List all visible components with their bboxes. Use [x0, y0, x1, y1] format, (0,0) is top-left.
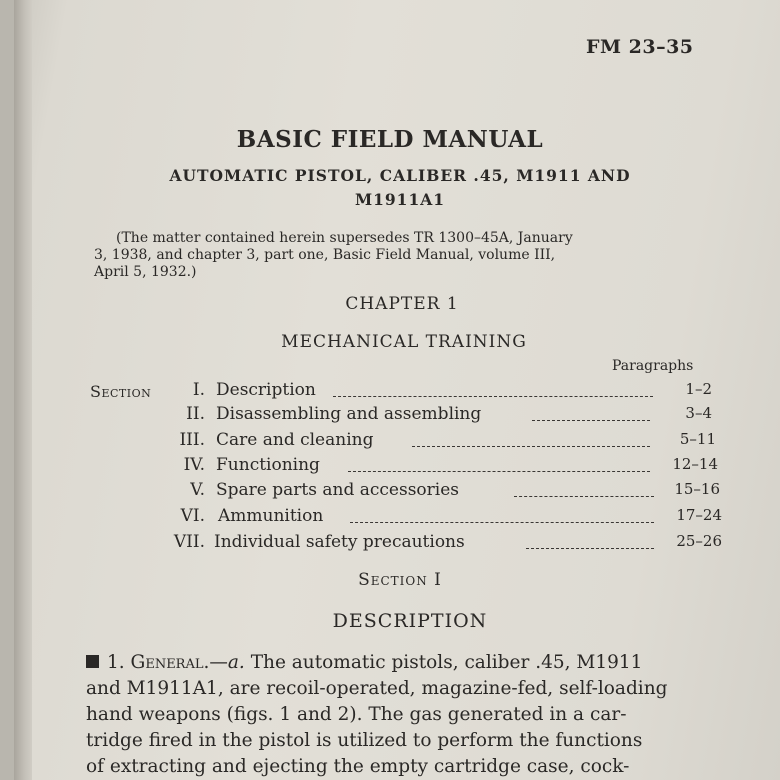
supersedes-note-line1: (The matter contained herein supersedes TR 1300–45A, January: [116, 230, 573, 246]
toc-number: VI.: [180, 506, 205, 526]
toc-number: V.: [190, 480, 205, 500]
toc-number: II.: [186, 404, 205, 424]
section-heading: Section I: [358, 570, 442, 590]
paragraph-line4: tridge fired in the pistol is utilized to perform the functions: [86, 730, 643, 751]
toc-number: VII.: [173, 532, 205, 552]
toc-pages: 15–16: [674, 480, 720, 498]
paragraph-line2: and M1911A1, are recoil-operated, magazine-fed, self-loading: [86, 678, 668, 699]
toc-pages: 17–24: [676, 506, 722, 524]
paragraph-dash: —: [209, 652, 228, 673]
toc-row: [0, 480, 780, 504]
toc-pages: 3–4: [685, 404, 712, 422]
paragraph-line5: of extracting and ejecting the empty cartridge case, cock-: [86, 756, 630, 777]
paragraph-subletter: a.: [227, 652, 245, 673]
toc-leader: [348, 471, 650, 472]
toc-section-label: Section: [90, 382, 152, 401]
document-title: BASIC FIELD MANUAL: [236, 126, 544, 153]
toc-title: Disassembling and assembling: [216, 404, 482, 424]
paragraph-line3: hand weapons (figs. 1 and 2). The gas generated in a car-: [86, 704, 627, 725]
section-title: DESCRIPTION: [332, 610, 488, 632]
document-subtitle-line2: M1911A1: [354, 190, 446, 209]
paragraph-number: 1.: [107, 652, 125, 673]
toc-pages: 5–11: [679, 430, 716, 448]
toc-row: [0, 430, 780, 454]
toc-title: Description: [216, 380, 316, 400]
toc-leader: [412, 446, 650, 447]
chapter-heading: CHAPTER 1: [345, 294, 459, 314]
toc-title: Ammunition: [218, 506, 324, 526]
toc-leader: [350, 522, 654, 523]
toc-leader: [333, 396, 653, 397]
toc-title: Care and cleaning: [216, 430, 374, 450]
toc-number: I.: [192, 380, 205, 400]
toc-title: Spare parts and accessories: [216, 480, 459, 500]
paragraphs-label: Paragraphs: [612, 358, 694, 374]
toc-row: [0, 380, 780, 404]
toc-row: [0, 506, 780, 530]
toc-title: Individual safety precautions: [214, 532, 465, 552]
document-subtitle-line1: AUTOMATIC PISTOL, CALIBER .45, M1911 AND: [169, 166, 631, 185]
toc-pages: 1–2: [685, 380, 712, 398]
toc-leader: [526, 548, 654, 549]
paragraph-line1: [86, 652, 642, 673]
toc-number: III.: [179, 430, 205, 450]
supersedes-note-line2: 3, 1938, and chapter 3, part one, Basic Field Manual, volume III,: [94, 247, 556, 263]
paragraph-text: The automatic pistols, caliber .45, M1911: [250, 652, 643, 673]
section-marker-icon: [86, 655, 99, 668]
toc-row: [0, 455, 780, 479]
manual-code: FM 23–35: [586, 36, 694, 58]
chapter-title: MECHANICAL TRAINING: [281, 332, 527, 352]
toc-number: IV.: [183, 455, 205, 475]
toc-pages: 25–26: [676, 532, 722, 550]
toc-row: [0, 404, 780, 428]
toc-row: [0, 532, 780, 556]
supersedes-note-line3: April 5, 1932.): [94, 264, 197, 280]
toc-leader: [532, 420, 650, 421]
toc-leader: [514, 496, 654, 497]
paragraph-heading: General.: [130, 652, 210, 673]
toc-title: Functioning: [216, 455, 320, 475]
toc-pages: 12–14: [672, 455, 718, 473]
